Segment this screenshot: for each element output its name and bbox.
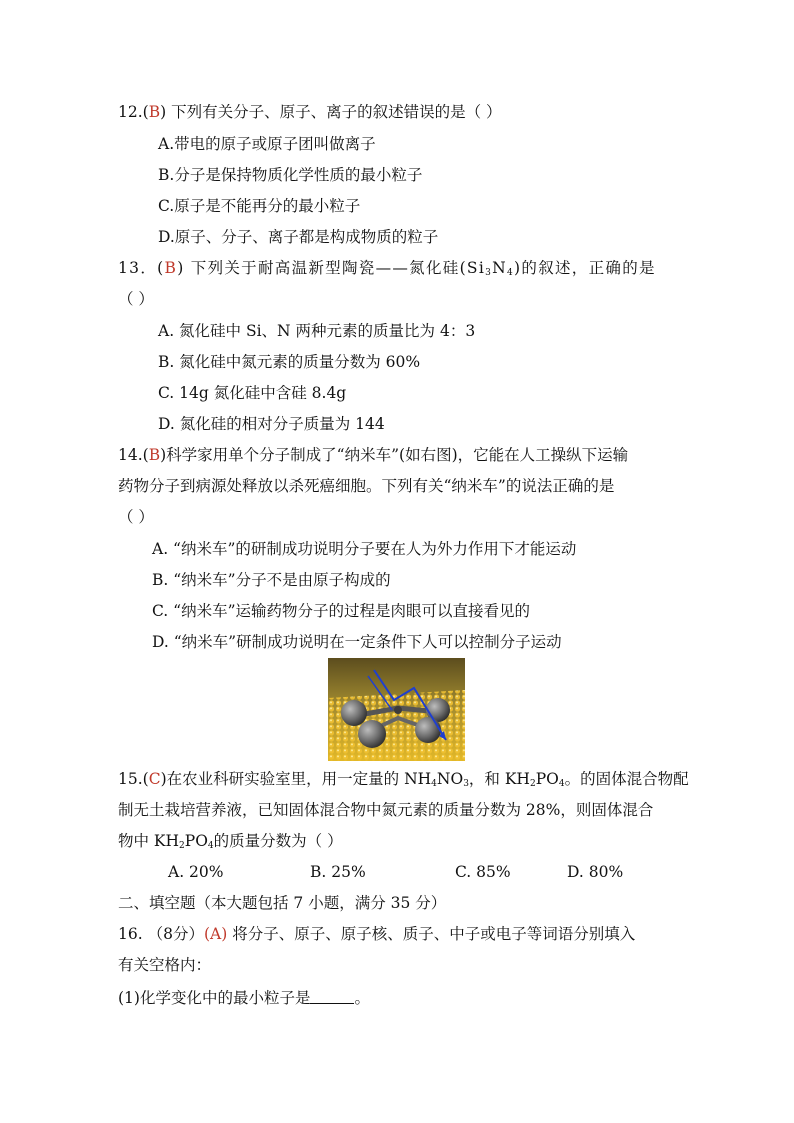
answer-15: C bbox=[148, 770, 161, 788]
q15-option-b: B. 25% bbox=[310, 863, 366, 881]
question-15-stem-line2: 制无土栽培营养液，已知固体混合物中氮元素的质量分数为 28%，则固体混合 bbox=[118, 801, 654, 819]
q12-option-a: A.带电的原子或原子团叫做离子 bbox=[158, 135, 376, 153]
question-15-stem-line3: 物中 $KH_2PO_4$的质量分数为（ ） bbox=[118, 832, 343, 851]
question-14-stem: 14.(B)科学家用单个分子制成了“纳米车”(如右图)，它能在人工操纵下运输 bbox=[118, 446, 629, 464]
q13-option-d: D. 氮化硅的相对分子质量为 144 bbox=[158, 415, 385, 433]
q12-option-c: C.原子是不能再分的最小粒子 bbox=[158, 197, 361, 215]
answer-blank[interactable] bbox=[310, 989, 354, 1004]
question-16-stem: 16. （8分）(A) 将分子、原子、原子核、质子、中子或电子等词语分别填入 bbox=[118, 925, 636, 943]
answer-13: B bbox=[164, 259, 178, 277]
question-15-stem: 15.(C)在农业科研实验室里，用一定量的 $NH_4NO_3$，和 $KH_2PO_4$。的固体混合物配 bbox=[118, 770, 689, 789]
nanocar-image bbox=[328, 658, 465, 761]
question-14-stem-line2: 药物分子到病源处释放以杀死癌细胞。下列有关“纳米车”的说法正确的是 bbox=[118, 477, 615, 495]
question-13-stem: 13．(B) 下列关于耐高温新型陶瓷——氮化硅$(Si_3N_4)$的叙述，正确的是 bbox=[118, 259, 656, 278]
q15-option-c: C. 85% bbox=[455, 863, 511, 881]
q13-option-b: B. 氮化硅中氮元素的质量分数为 60% bbox=[158, 353, 421, 371]
nanocar-figure bbox=[328, 658, 465, 761]
answer-14: B bbox=[148, 446, 161, 464]
q15-options-row bbox=[0, 861, 794, 883]
section-2-title: 二、填空题（本大题包括 7 小题，满分 35 分） bbox=[118, 894, 447, 912]
q12-option-d: D.原子、分子、离子都是构成物质的粒子 bbox=[158, 228, 439, 246]
q14-option-c: C. “纳米车”运输药物分子的过程是肉眼可以直接看见的 bbox=[152, 602, 531, 620]
q13-option-a: A. 氮化硅中 Si、N 两种元素的质量比为 4：3 bbox=[158, 322, 476, 340]
q14-option-b: B. “纳米车”分子不是由原子构成的 bbox=[152, 571, 391, 589]
question-16-stem-line2: 有关空格内： bbox=[118, 956, 212, 974]
q13-option-c: C. 14g 氮化硅中含硅 8.4g bbox=[158, 384, 347, 402]
question-12-stem: 12.(B) 下列有关分子、原子、离子的叙述错误的是（ ） bbox=[118, 103, 502, 121]
q12-option-b: B.分子是保持物质化学性质的最小粒子 bbox=[158, 166, 423, 184]
q14-option-a: A. “纳米车”的研制成功说明分子要在人为外力作用下才能运动 bbox=[152, 540, 577, 558]
answer-12: B bbox=[148, 103, 161, 121]
q14-option-d: D. “纳米车”研制成功说明在一定条件下人可以控制分子运动 bbox=[152, 633, 562, 651]
question-16-sub1: (1)化学变化中的最小粒子是 。 bbox=[118, 989, 370, 1007]
q15-option-a: A. 20% bbox=[168, 863, 224, 881]
question-14-bracket: （ ） bbox=[118, 508, 154, 526]
question-13-bracket: （ ） bbox=[118, 290, 154, 308]
answer-16: A bbox=[210, 925, 222, 943]
q15-option-d: D. 80% bbox=[567, 863, 624, 881]
